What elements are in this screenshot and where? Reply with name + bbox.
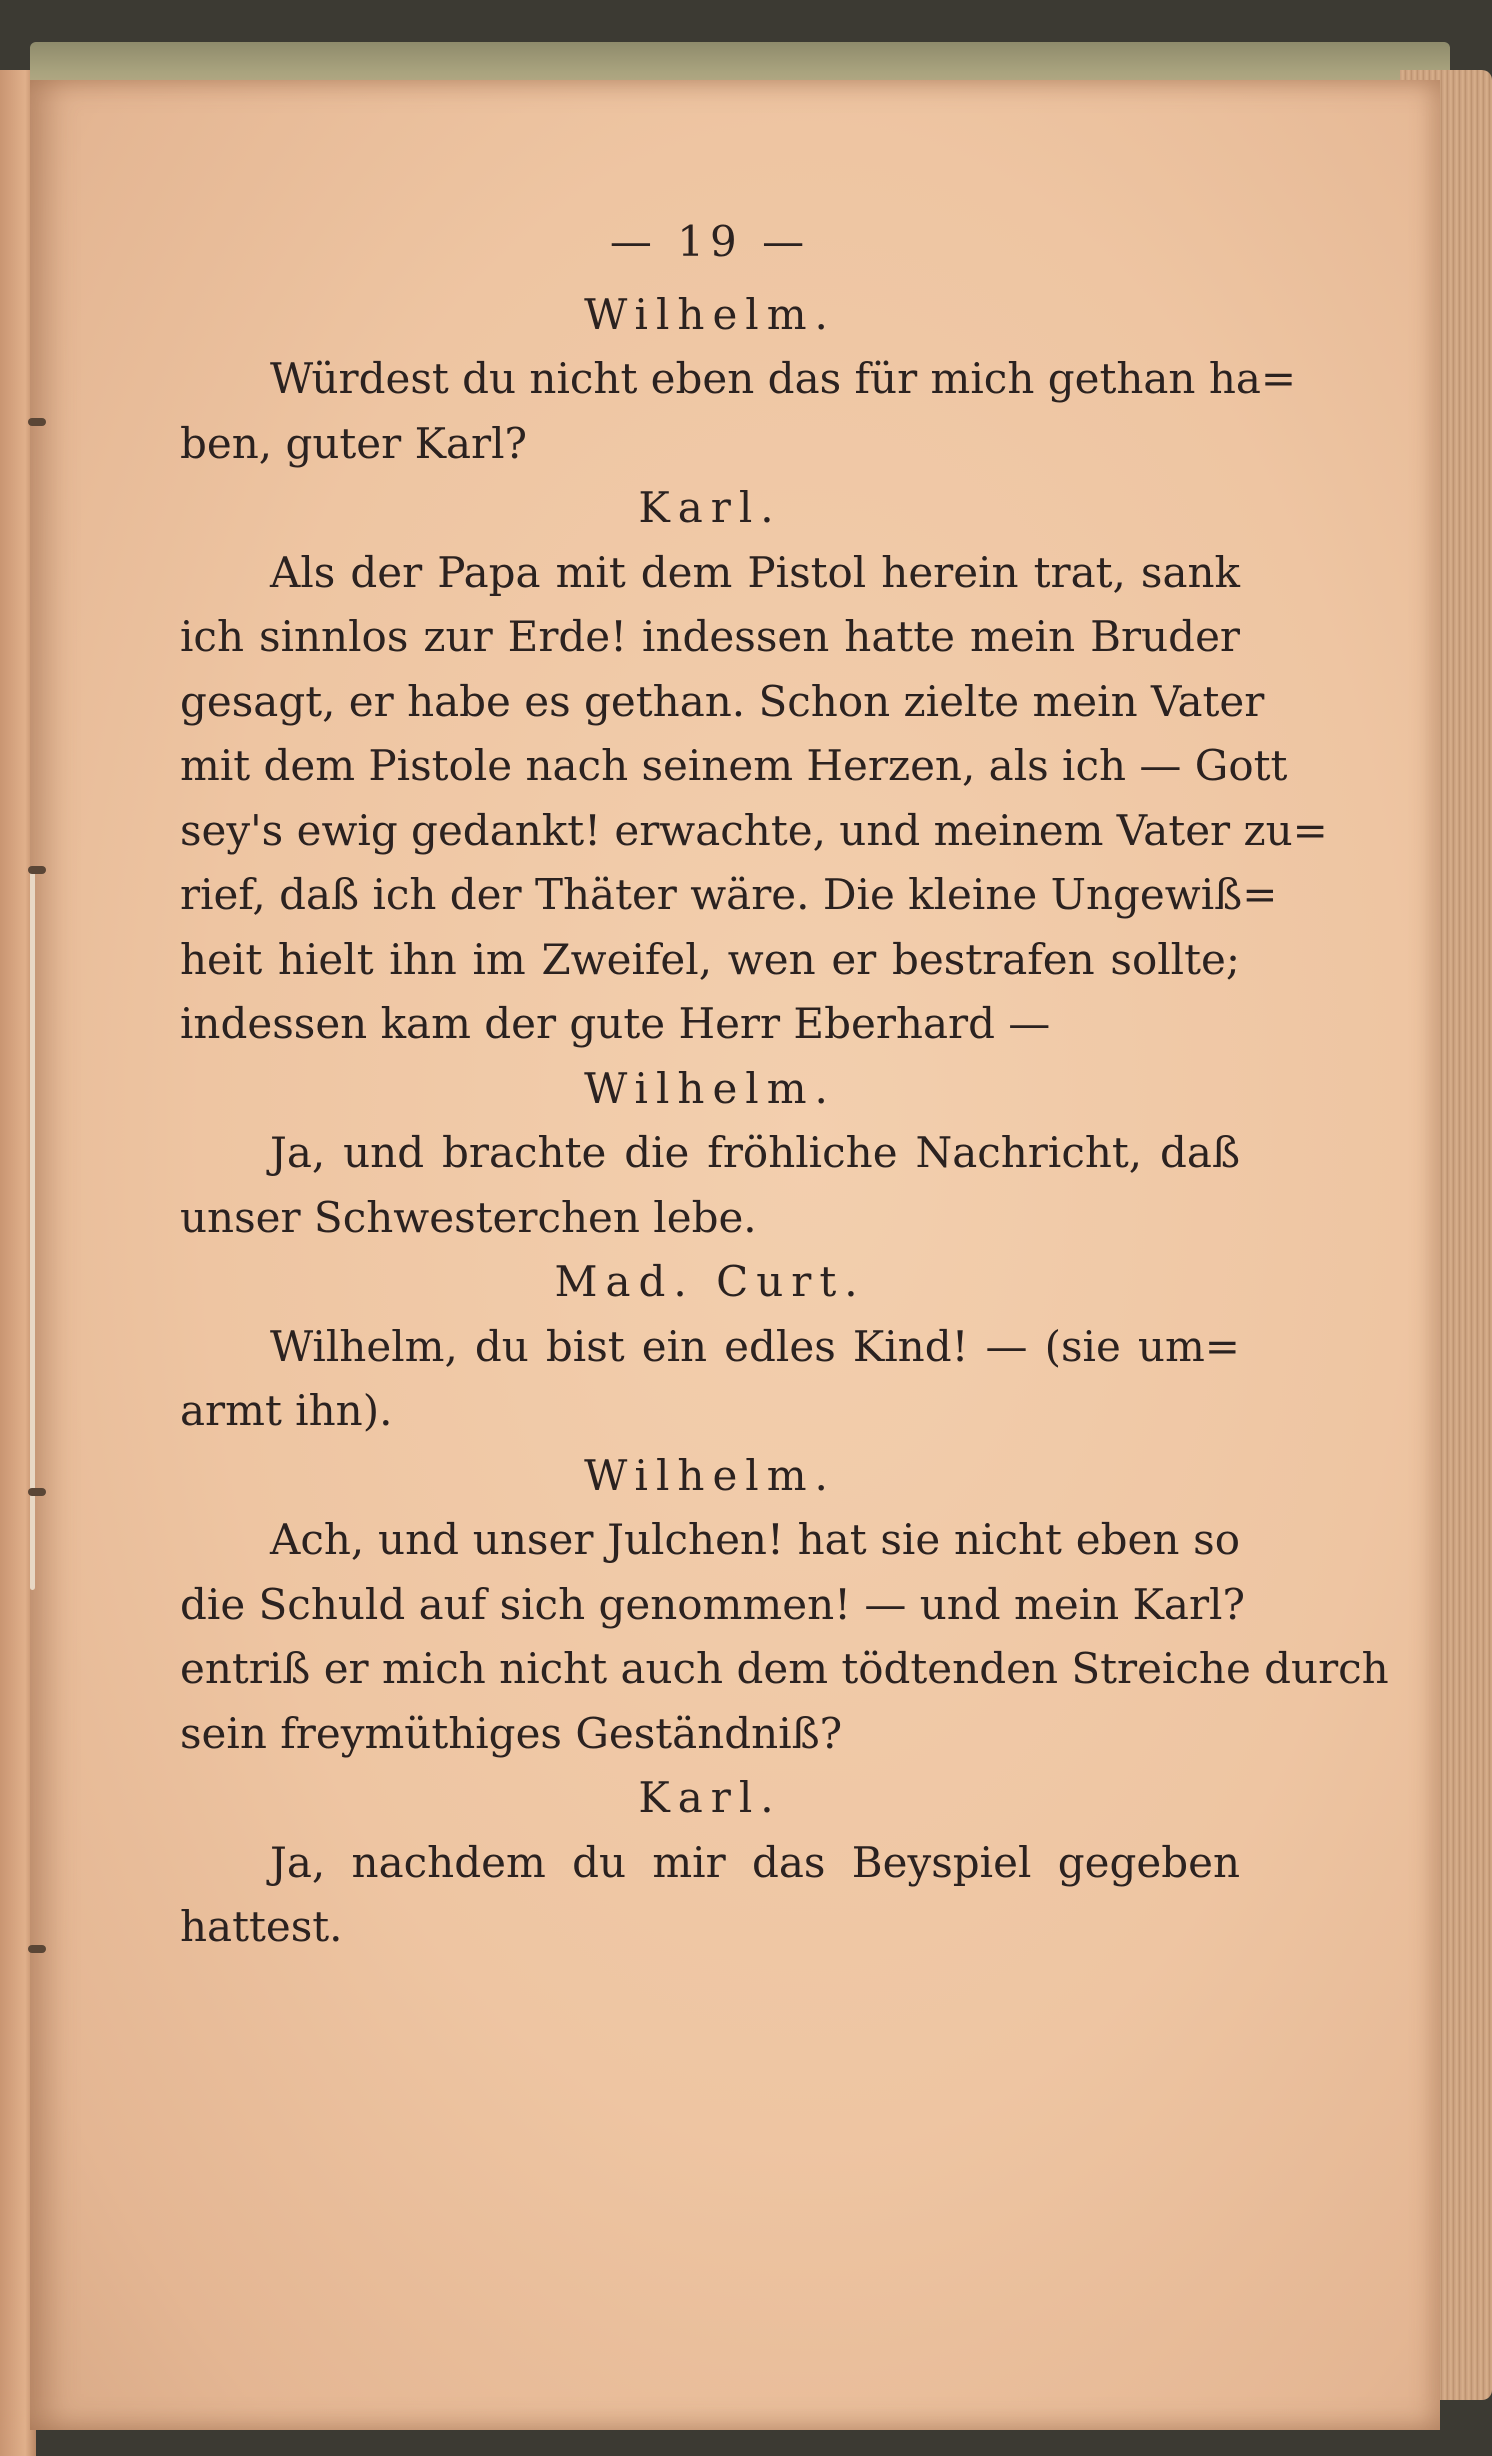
text-line: armt ihn).: [180, 1386, 393, 1435]
text-line: ich sinnlos zur Erde! indessen hatte mein Bruder: [180, 612, 1240, 661]
text-line: Als der Papa mit dem Pistol herein trat, sank: [270, 547, 1240, 597]
speaker-name: Wilhelm.: [584, 289, 836, 339]
text-line: unser Schwesterchen lebe.: [180, 1192, 757, 1242]
binding-stitch: [28, 1488, 46, 1496]
text-line: Ach, und unser Julchen! hat sie nicht eben so: [270, 1515, 1240, 1564]
text-line: hattest.: [180, 1902, 343, 1951]
binding-thread: [30, 870, 35, 1590]
text-line: heit hielt ihn im Zweifel, wen er bestrafen sollte;: [180, 934, 1240, 984]
speaker-name: Wilhelm.: [584, 1450, 836, 1500]
text-line: sein freymüthiges Geständniß?: [180, 1708, 843, 1758]
speaker-name: Mad. Curt.: [554, 1257, 866, 1306]
speaker-name: Karl.: [638, 1773, 782, 1822]
binding-stitch: [28, 1945, 46, 1953]
speaker-name: Karl.: [638, 483, 782, 532]
page-number: — 19 —: [609, 217, 811, 266]
text-line: mit dem Pistole nach seinem Herzen, als ich — Gott: [180, 741, 1288, 790]
text-line: die Schuld auf sich genommen! — und mein Karl?: [180, 1579, 1245, 1629]
text-line: sey's ewig gedankt! erwachte, und meinem Vater zu=: [180, 805, 1328, 855]
text-line: Ja, nachdem du mir das Beyspiel gegeben: [270, 1837, 1240, 1887]
text-line: Wilhelm, du bist ein edles Kind! — (sie um=: [270, 1321, 1240, 1371]
text-line: rief, daß ich der Thäter wäre. Die kleine Ungewiß=: [180, 870, 1278, 919]
page-text: [180, 210, 1389, 1960]
text-line: entriß er mich nicht auch dem tödtenden Streiche durch: [180, 1644, 1389, 1693]
binding-stitch: [28, 418, 46, 426]
binding-stitch: [28, 866, 46, 874]
text-line: gesagt, er habe es gethan. Schon zielte mein Vater: [180, 676, 1265, 726]
text-line: ben, guter Karl?: [180, 418, 528, 468]
speaker-name: Wilhelm.: [584, 1063, 836, 1113]
text-line: Ja, und brachte die fröhliche Nachricht, daß: [270, 1128, 1240, 1177]
text-line: indessen kam der gute Herr Eberhard —: [180, 999, 1051, 1048]
text-line: Würdest du nicht eben das für mich gethan ha=: [270, 354, 1297, 403]
